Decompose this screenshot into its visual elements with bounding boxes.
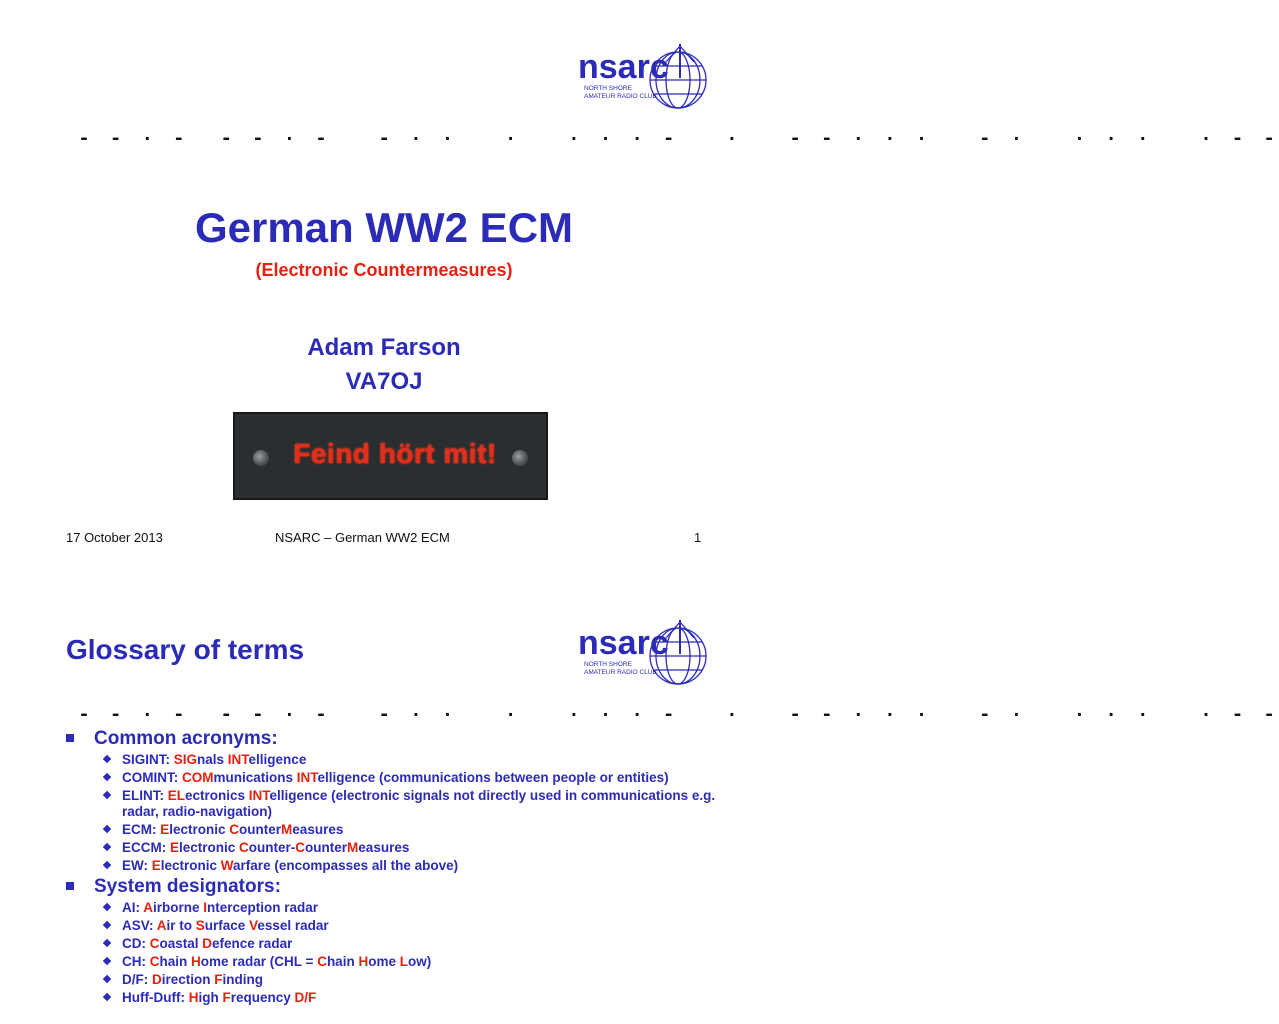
glossary-item: [62, 822, 742, 838]
acronym-highlight: F: [222, 990, 231, 1005]
morse-code-banner: - - · - - - · - - · · · · · · - · - - · · · - · · · · · - -: [78, 704, 1279, 727]
acronym-highlight: C: [149, 936, 160, 951]
author-name: Adam Farson: [307, 334, 461, 361]
glossary-text: ounter: [239, 822, 282, 837]
glossary-item: [62, 858, 742, 874]
nsarc-logo: [576, 618, 724, 690]
glossary-text: lectronic: [179, 840, 240, 855]
subtitle-part: ountermeasures): [366, 260, 513, 280]
glossary-text: elligence (electronic signals not directly used in communications e.g. radar, radio-navigation): [122, 788, 716, 819]
svg-text:NORTH SHORE: NORTH SHORE: [584, 85, 632, 92]
glossary-text: easures: [292, 822, 344, 837]
acronym-highlight: D: [202, 936, 213, 951]
glossary-text: lectronic: [169, 822, 230, 837]
diamond-bullet-icon: [103, 791, 111, 799]
glossary-item: [62, 752, 742, 768]
svg-text:AMATEUR RADIO CLUB: AMATEUR RADIO CLUB: [584, 669, 657, 676]
acronym-highlight: A: [143, 900, 153, 915]
acronym-highlight: L: [399, 954, 408, 969]
glossary-text: ir to: [166, 918, 196, 933]
glossary-item: [62, 788, 742, 820]
glossary-item: [62, 990, 742, 1006]
svg-text:nsarc: nsarc: [578, 48, 669, 86]
glossary-item: [62, 972, 742, 988]
acronym-highlight: H: [191, 954, 201, 969]
glossary-text: D/F:: [122, 972, 152, 987]
glossary-text: ECCM:: [122, 840, 170, 855]
glossary-text: oastal: [159, 936, 203, 951]
diamond-bullet-icon: [103, 755, 111, 763]
glossary-item: [62, 840, 742, 856]
glossary-text: ome radar (CHL =: [200, 954, 318, 969]
acronym-highlight: E: [160, 822, 170, 837]
morse-code-banner: - - · - - - · - - · · · · · · - · - - · · · - · · · · · - -: [78, 128, 1279, 151]
glossary-text: igh: [198, 990, 223, 1005]
glossary-text: easures: [358, 840, 410, 855]
glossary-text: lectronic: [160, 858, 221, 873]
acronym-highlight: E: [151, 858, 161, 873]
glossary-text: COMINT:: [122, 770, 182, 785]
glossary-text: ECM:: [122, 822, 161, 837]
glossary-slide: [0, 578, 1279, 1024]
subtitle-part: (Electronic: [255, 260, 354, 280]
glossary-text: ASV:: [122, 918, 157, 933]
glossary-text: SIGINT:: [122, 752, 174, 767]
diamond-bullet-icon: [103, 903, 111, 911]
acronym-highlight: V: [249, 918, 258, 933]
diamond-bullet-icon: [103, 773, 111, 781]
acronym-highlight: INT: [248, 788, 270, 803]
acronym-highlight: C: [229, 822, 240, 837]
acronym-highlight: F: [214, 972, 223, 987]
footer-title: NSARC – German WW2 ECM: [275, 530, 450, 545]
square-bullet-icon: [66, 734, 74, 742]
glossary-list: [62, 728, 742, 1008]
glossary-text: irborne: [153, 900, 204, 915]
glossary-text: elligence (communications between people or entities): [317, 770, 669, 785]
acronym-highlight: C: [149, 954, 160, 969]
feind-hoert-mit-sign: [233, 412, 548, 500]
acronym-highlight: I: [203, 900, 208, 915]
footer-date: 17 October 2013: [66, 530, 163, 545]
acronym-highlight: S: [195, 918, 205, 933]
subtitle-part: C: [353, 260, 367, 280]
glossary-text: essel radar: [257, 918, 329, 933]
section-heading-text: Common acronyms:: [94, 728, 278, 749]
glossary-item: [62, 936, 742, 952]
glossary-section-heading: [62, 728, 742, 750]
slide-title: German WW2 ECM: [194, 204, 574, 251]
diamond-bullet-icon: [103, 861, 111, 869]
acronym-highlight: M: [281, 822, 293, 837]
glossary-text: AI:: [122, 900, 144, 915]
acronym-highlight: D: [152, 972, 162, 987]
acronym-highlight: C: [317, 954, 327, 969]
glossary-text: ow): [407, 954, 432, 969]
glossary-section-heading: [62, 876, 742, 898]
glossary-text: arfare (encompasses all the above): [233, 858, 459, 873]
acronym-highlight: EL: [167, 788, 186, 803]
glossary-text: elligence: [248, 752, 307, 767]
glossary-text: nals: [197, 752, 228, 767]
acronym-highlight: COM: [182, 770, 214, 785]
acronym-highlight: INT: [296, 770, 318, 785]
svg-text:nsarc: nsarc: [578, 624, 669, 662]
glossary-text: ome: [368, 954, 400, 969]
acronym-highlight: W: [220, 858, 234, 873]
glossary-text: ELINT:: [122, 788, 168, 803]
glossary-text: EW:: [122, 858, 152, 873]
diamond-bullet-icon: [103, 939, 111, 947]
acronym-highlight: D/F: [294, 990, 317, 1005]
glossary-text: inding: [222, 972, 264, 987]
glossary-text: irection: [161, 972, 215, 987]
nsarc-globe-icon: [576, 42, 724, 114]
bolt-icon: [253, 450, 269, 466]
glossary-text: nterception radar: [207, 900, 319, 915]
glossary-text: CD:: [122, 936, 150, 951]
glossary-text: CH:: [122, 954, 150, 969]
diamond-bullet-icon: [103, 957, 111, 965]
nsarc-logo: [576, 42, 724, 114]
glossary-text: ounter-: [248, 840, 296, 855]
glossary-text: requency: [230, 990, 295, 1005]
glossary-text: hain: [159, 954, 192, 969]
diamond-bullet-icon: [103, 921, 111, 929]
diamond-bullet-icon: [103, 975, 111, 983]
glossary-item: [62, 770, 742, 786]
acronym-highlight: A: [156, 918, 167, 933]
diamond-bullet-icon: [103, 825, 111, 833]
glossary-text: hain: [326, 954, 359, 969]
glossary-text: ectronics: [185, 788, 249, 803]
glossary-text: Huff-Duff:: [122, 990, 189, 1005]
acronym-highlight: SIG: [173, 752, 198, 767]
acronym-highlight: H: [358, 954, 369, 969]
slide-title: Glossary of terms: [66, 634, 305, 665]
acronym-highlight: H: [188, 990, 199, 1005]
sign-text: Feind hört mit!: [293, 438, 497, 469]
svg-text:AMATEUR RADIO CLUB: AMATEUR RADIO CLUB: [584, 93, 657, 100]
section-heading-text: System designators:: [94, 876, 281, 897]
square-bullet-icon: [66, 882, 74, 890]
glossary-item: [62, 900, 742, 916]
glossary-text: urface: [204, 918, 250, 933]
diamond-bullet-icon: [103, 993, 111, 1001]
footer-page-number: 1: [694, 530, 702, 545]
svg-text:NORTH SHORE: NORTH SHORE: [584, 661, 632, 668]
acronym-highlight: C: [295, 840, 306, 855]
nsarc-globe-icon: [576, 618, 724, 690]
acronym-highlight: C: [239, 840, 249, 855]
author-callsign: VA7OJ: [345, 368, 423, 395]
diamond-bullet-icon: [103, 843, 111, 851]
acronym-highlight: INT: [227, 752, 249, 767]
glossary-item: [62, 918, 742, 934]
glossary-text: munications: [213, 770, 297, 785]
slide-subtitle: [0, 260, 768, 281]
glossary-text: efence radar: [212, 936, 293, 951]
acronym-highlight: M: [347, 840, 359, 855]
glossary-item: [62, 954, 742, 970]
glossary-text: ounter: [305, 840, 348, 855]
acronym-highlight: E: [170, 840, 180, 855]
